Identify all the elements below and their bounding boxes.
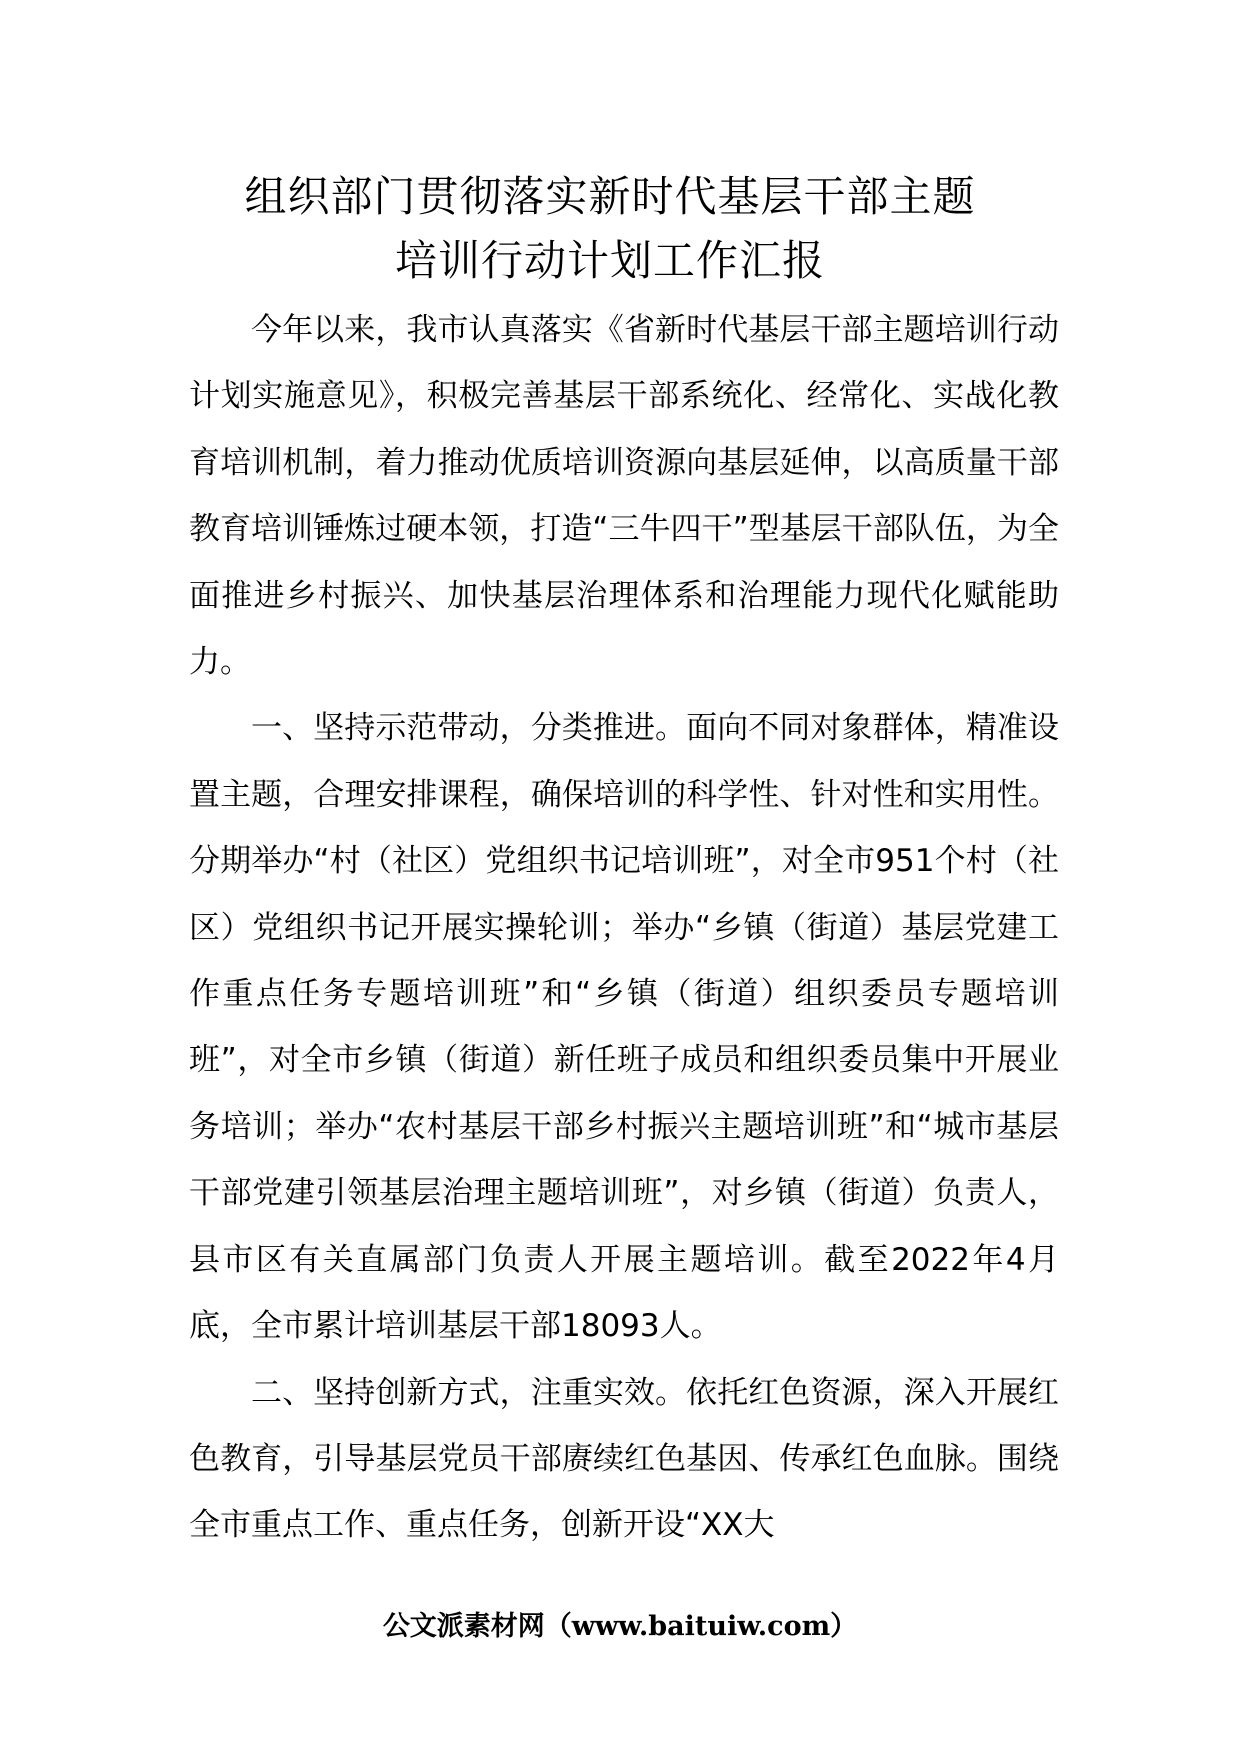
paragraph-section-two: 二、坚持创新方式，注重实效。依托红色资源，深入开展红色教育，引导基层党员干部赓续红色基因、传承红色血脉。围绕全市重点工作、重点任务，创新开设“XX大 xyxy=(189,1374,1059,1544)
paragraph-section-one: 一、坚持示范带动，分类推进。面向不同对象群体，精准设置主题，合理安排课程，确保培训的科学性、针对性和实用性。分期举办“村（社区）党组织书记培训班”，对全市951个村（社区）党组织书记开展实操轮训；举办“乡镇（街道）基层党建工作重点任务专题培训班”和“乡镇（街道）组织委员专题培训班”，对全市乡镇（街道）新任班子成员和组织委员集中开展业务培训；举办“农村基层干部乡村振兴主题培训班”和“城市基层干部党建引领基层治理主题培训班”，对乡镇（街道）负责人，县市区有关直属部门负责人开展主题培训。截至2022年4月底，全市累计培训基层干部18093人。 xyxy=(189,710,1059,1345)
paragraph-intro: 今年以来，我市认真落实《省新时代基层干部主题培训行动计划实施意见》，积极完善基层干部系统化、经常化、实战化教育培训机制，着力推动优质培训资源向基层延伸，以高质量干部教育培训锤炼过硬本领，打造“三牛四干”型基层干部队伍，为全面推进乡村振兴、加快基层治理体系和治理能力现代化赋能助力。 xyxy=(189,312,1059,681)
document-title-line1: 组织部门贯彻落实新时代基层干部主题 xyxy=(244,172,976,221)
document-body xyxy=(189,297,1059,1559)
document-title-line2: 培训行动计划工作汇报 xyxy=(394,236,825,285)
footer-watermark: 公文派素材网（www.baituiw.com） xyxy=(382,1611,858,1642)
